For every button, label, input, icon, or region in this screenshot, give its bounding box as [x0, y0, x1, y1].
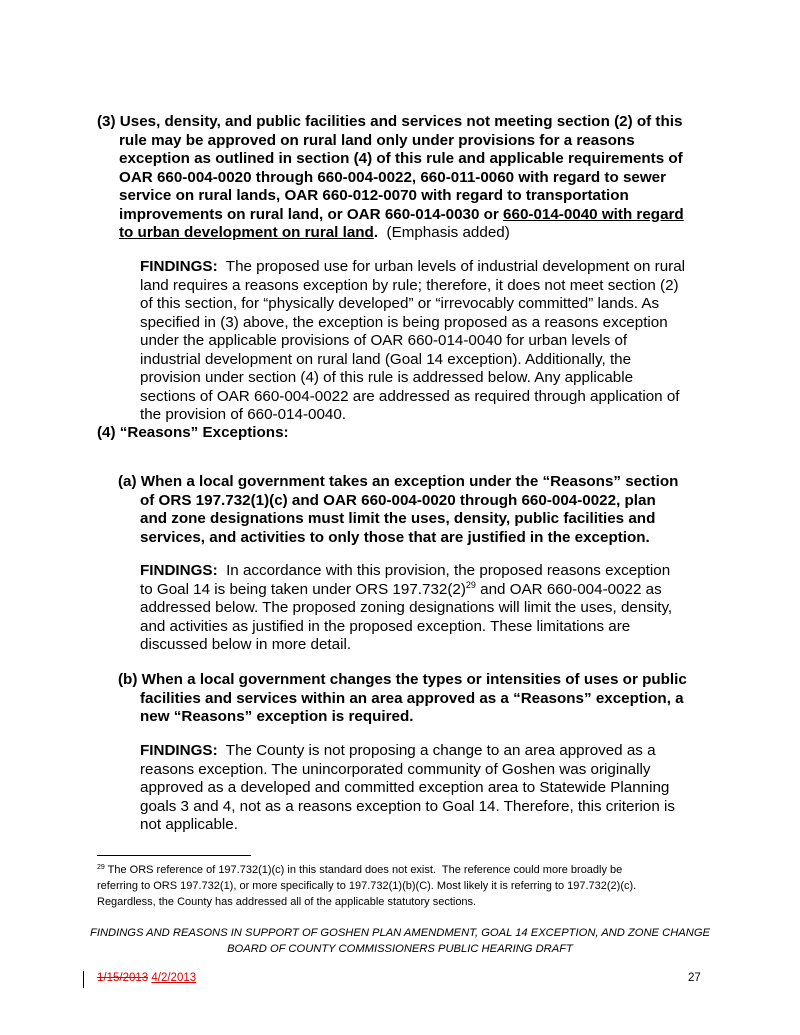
findings-label: FINDINGS: — [140, 742, 218, 759]
text-line: addressed below. The proposed zoning designations will limit the uses, density, — [140, 599, 673, 616]
footnote-reference[interactable]: 29 — [465, 579, 476, 590]
text-segment: improvements on rural land, or OAR 660-014-0030 or — [119, 205, 504, 223]
text-line: reasons exception. The unincorporated community of Goshen was originally — [140, 760, 651, 778]
text-line — [97, 206, 684, 225]
text-line — [140, 258, 685, 277]
text-segment: The County is not proposing a change to an area approved as a — [217, 742, 656, 759]
text-line: sections of OAR 660-004-0022 are addressed as required through application of — [140, 387, 680, 405]
text-line: goals 3 and 4, not as a reasons exception to Goal 14. Therefore, this criterion is — [140, 797, 675, 815]
subsection-b-rule-text — [118, 671, 687, 727]
text-line: the provision of 660-014-0040. — [140, 406, 347, 423]
footer-title: FINDINGS AND REASONS IN SUPPORT OF GOSHEN PLAN AMENDMENT, GOAL 14 EXCEPTION, AND ZONE CHANGE — [90, 927, 710, 939]
text-line — [140, 742, 675, 761]
text-line — [97, 224, 684, 243]
text-line — [140, 581, 672, 600]
findings-label: FINDINGS: — [140, 562, 218, 579]
deleted-date: 1/15/2013 — [97, 972, 149, 984]
findings-subsection-a — [140, 562, 672, 655]
section-4-heading — [97, 424, 289, 443]
text-line: provision under section (4) of this rule is addressed below. Any applicable — [140, 369, 634, 386]
text-line: (a) When a local government takes an exception under the “Reasons” section — [118, 473, 679, 490]
revision-change-bar — [83, 971, 84, 988]
page-number: 27 — [688, 972, 701, 984]
text-line: and activities as justified in the proposed exception. These limitations are — [140, 617, 631, 635]
text-line: facilities and services within an area approved as a “Reasons” exception, a — [140, 689, 684, 707]
text-line: OAR 660-004-0020 through 660-004-0022, 660-011-0060 with regard to sewer — [119, 168, 667, 186]
emphasis-note: (Emphasis added) — [378, 224, 510, 241]
text-segment: and OAR 660-004-0022 as — [475, 580, 662, 598]
findings-label: FINDINGS: — [140, 258, 218, 275]
emphasized-text: to urban development on rural land — [119, 224, 374, 241]
text-line: referring to ORS 197.732(1), or more specifically to 197.732(1)(b)(C). Most likely it is referring to 197.732(2)(c). — [97, 880, 637, 892]
text-line: and zone designations must limit the uses, density, public facilities and — [140, 510, 656, 527]
section-3-rule-text — [97, 113, 684, 243]
text-segment: to Goal 14 is being taken under ORS 197.732(2) — [140, 580, 466, 598]
text-line: of this section, for “physically developed” or “irrevocably committed” lands. As — [140, 295, 660, 312]
text-line: industrial development on rural land (Goal 14 exception). Additionally, the — [140, 350, 632, 368]
text-line — [140, 562, 672, 581]
text-line — [97, 862, 636, 878]
text-line: (b) When a local government changes the types or intensities of uses or public — [118, 671, 687, 688]
text-line: specified in (3) above, the exception is being proposed as a reasons exception — [140, 313, 668, 331]
text-line: of ORS 197.732(1)(c) and OAR 660-004-0020 through 660-004-0022, plan — [140, 491, 656, 509]
findings-section-3 — [140, 258, 685, 425]
findings-subsection-b — [140, 742, 675, 835]
text-line: service on rural lands, OAR 660-012-0070 with regard to transportation — [119, 187, 629, 204]
page-footer — [0, 925, 800, 957]
text-segment: In accordance with this provision, the proposed reasons exception — [217, 562, 671, 579]
text-segment: The ORS reference of 197.732(1)(c) in this standard does not exist. The reference could more broadly be — [104, 864, 623, 876]
text-line: new “Reasons” exception is required. — [140, 708, 414, 725]
text-segment: The proposed use for urban levels of industrial development on rural — [217, 258, 686, 275]
text-line: not applicable. — [140, 816, 238, 833]
text-line: (3) Uses, density, and public facilities and services not meeting section (2) of this — [97, 113, 683, 130]
text-line: under the applicable provisions of OAR 660-014-0040 for urban levels of — [140, 332, 628, 349]
emphasized-text: 660-014-0040 with regard — [503, 205, 684, 223]
text-line: rule may be approved on rural land only under provisions for a reasons — [119, 131, 635, 149]
subsection-a-rule-text — [118, 473, 678, 547]
text-line: discussed below in more detail. — [140, 636, 352, 653]
text-line: Regardless, the County has addressed all of the applicable statutory sections. — [97, 896, 477, 908]
footnote-29 — [97, 862, 636, 910]
heading-text: (4) “Reasons” Exceptions: — [97, 424, 289, 441]
footnote-separator — [97, 855, 251, 856]
text-line: land requires a reasons exception by rule; therefore, it does not meet section (2) — [140, 276, 679, 294]
text-line: services, and activities to only those that are justified in the exception. — [140, 528, 650, 546]
text-segment: . — [373, 224, 379, 241]
text-line: exception as outlined in section (4) of this rule and applicable requirements of — [119, 150, 683, 167]
inserted-date: 4/2/2013 — [151, 972, 197, 984]
footnote-number: 29 — [97, 864, 105, 871]
footer-subtitle: BOARD OF COUNTY COMMISSIONERS PUBLIC HEARING DRAFT — [227, 943, 573, 955]
revision-date — [97, 972, 196, 984]
text-line: approved as a developed and committed exception area to Statewide Planning — [140, 779, 670, 796]
